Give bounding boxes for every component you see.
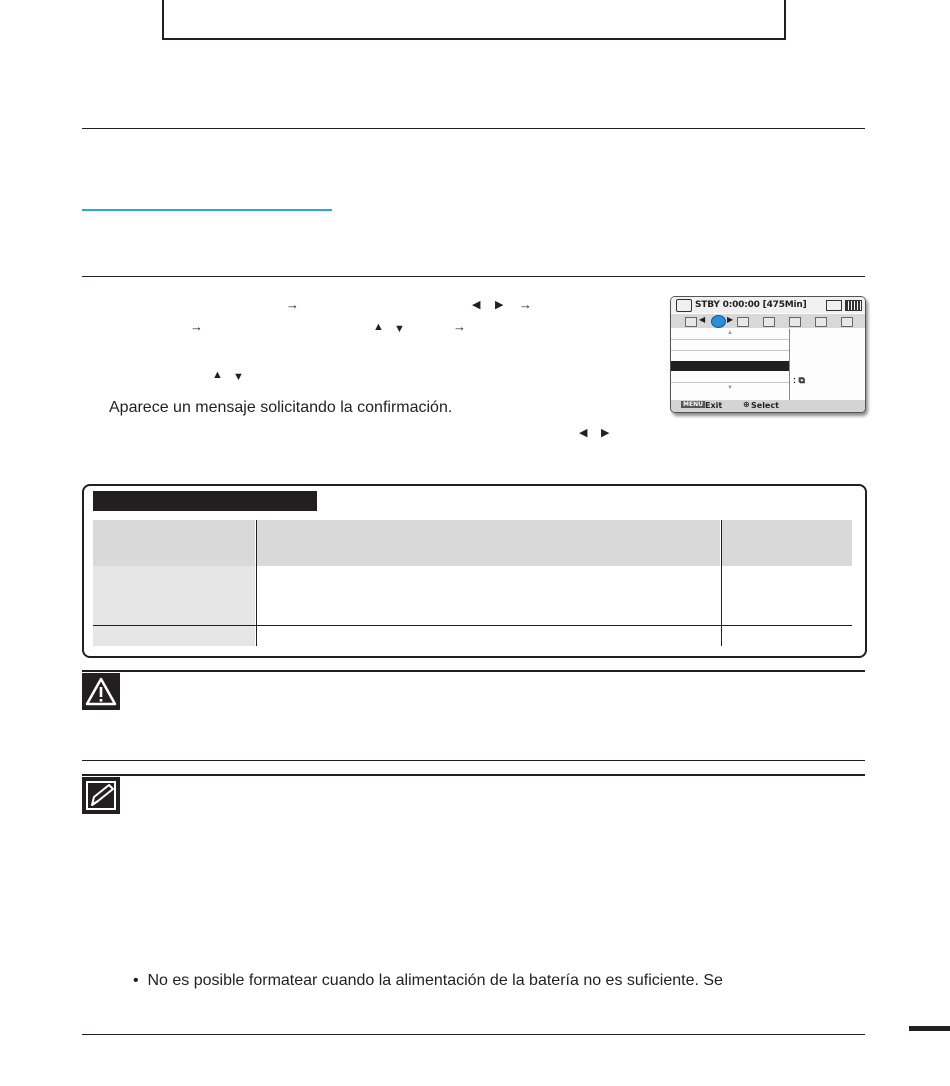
menu-row-selected bbox=[671, 361, 789, 371]
select-label: Select bbox=[751, 401, 779, 410]
arrow-right-icon: → bbox=[190, 319, 203, 334]
table-row-divider bbox=[93, 625, 852, 626]
white-balance-tab-icon bbox=[841, 317, 853, 327]
table-header-cell bbox=[257, 520, 720, 566]
scene-tab-icon bbox=[737, 317, 749, 327]
note-divider bbox=[82, 774, 865, 776]
title-underline bbox=[82, 209, 332, 211]
up-button-icon: ▲ bbox=[373, 321, 384, 333]
menu-key-label: MENU bbox=[683, 401, 703, 408]
caution-icon bbox=[82, 673, 120, 710]
menu-row bbox=[671, 382, 789, 383]
lcd-menu-list bbox=[671, 329, 790, 401]
camera-mode-icon bbox=[676, 299, 692, 312]
note-bullet-text: No es posible formatear cuando la alimentación de la batería no es suficiente. Se bbox=[147, 972, 723, 989]
table-column-divider bbox=[721, 520, 722, 646]
table-title-bar bbox=[93, 491, 317, 511]
section-divider bbox=[82, 276, 865, 277]
arrow-right-icon: → bbox=[453, 319, 466, 334]
table-row-label-cell bbox=[93, 566, 255, 625]
lcd-menu-tabs bbox=[671, 314, 865, 328]
arrow-right-icon: → bbox=[519, 297, 532, 312]
right-button-icon: ▶ bbox=[495, 299, 504, 311]
table-header-cell bbox=[722, 520, 852, 566]
section-divider bbox=[82, 128, 865, 129]
battery-icon bbox=[845, 300, 862, 311]
down-button-icon: ▼ bbox=[233, 371, 244, 383]
tab-right-icon: ▶ bbox=[727, 315, 734, 324]
grid-tab-icon bbox=[685, 317, 697, 327]
settings-tab-icon bbox=[711, 315, 726, 328]
exit-label: Exit bbox=[705, 401, 723, 410]
recording-time-readout: STBY 0:00:00 [475Min] bbox=[695, 300, 807, 310]
menu-row bbox=[671, 339, 789, 340]
lcd-guide-bar bbox=[671, 400, 865, 412]
tab-left-icon: ◀ bbox=[699, 315, 706, 324]
page-edge-tab bbox=[909, 1026, 950, 1031]
bullet-icon: • bbox=[133, 972, 139, 989]
menu-row bbox=[671, 350, 789, 351]
table-row-label-cell bbox=[93, 626, 255, 646]
table-column-divider bbox=[256, 520, 257, 646]
storage-option-icon: : ⧉ bbox=[793, 375, 805, 385]
left-button-icon: ◀ bbox=[472, 299, 481, 311]
quality-tab-icon bbox=[763, 317, 775, 327]
table-header-cell bbox=[93, 520, 255, 566]
lcd-screen-illustration bbox=[670, 296, 866, 413]
note-icon bbox=[82, 777, 120, 814]
right-button-icon: ▶ bbox=[601, 427, 610, 439]
scroll-up-icon: ▲ bbox=[727, 330, 733, 336]
quality-tab-icon bbox=[789, 317, 801, 327]
joystick-icon: ⊕ bbox=[743, 400, 750, 409]
footer-divider bbox=[82, 1034, 865, 1035]
arrow-right-icon: → bbox=[286, 297, 299, 312]
confirmation-step-text: Aparece un mensaje solicitando la confirmación. bbox=[109, 399, 453, 416]
header-box bbox=[162, 0, 786, 40]
up-button-icon: ▲ bbox=[212, 369, 223, 381]
memory-card-icon bbox=[826, 300, 842, 311]
scroll-down-icon: ▼ bbox=[727, 385, 733, 391]
exposure-tab-icon bbox=[815, 317, 827, 327]
down-button-icon: ▼ bbox=[394, 323, 405, 335]
left-button-icon: ◀ bbox=[579, 427, 588, 439]
lcd-status-bar bbox=[671, 297, 865, 313]
note-bullet-item bbox=[133, 971, 723, 991]
section-divider bbox=[82, 760, 865, 761]
caution-divider bbox=[82, 670, 865, 672]
